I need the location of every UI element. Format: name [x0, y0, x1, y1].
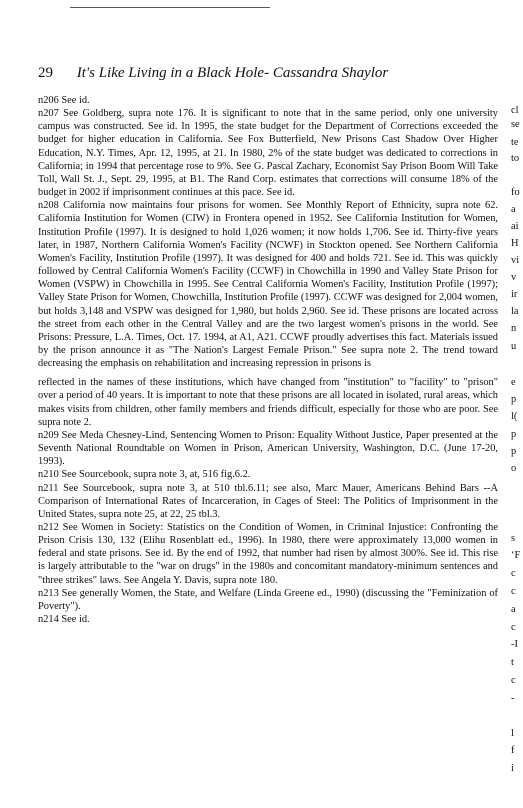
edge-fragment: to	[511, 153, 520, 164]
edge-fragment: e	[511, 377, 516, 388]
edge-fragment: i	[511, 763, 514, 774]
edge-fragment: p	[511, 429, 517, 440]
page-header	[38, 64, 508, 82]
running-title: It's Like Living in a Black Hole- Cassandra Shaylor	[76, 65, 389, 81]
edge-fragment: n	[511, 323, 517, 334]
edge-fragment: la	[511, 306, 519, 317]
edge-fragment: H	[511, 238, 519, 249]
edge-fragment: -	[511, 693, 515, 704]
footnote-n207: n207 See Goldberg, supra note 176. It is significant to note that in the same period, only one university campus was constructed. See id. In 1995, the state budget for the Department of Corrections exceeded the budget for higher education in California. See Fox Butterfield, New Prisons Cast Shadow Over Higher Education, N.Y. Times, Apr. 12, 1995, at 21. In 1980, 2% of the state budget was dedicated to corrections in California; in 1994 that percentage rose to 9%. See G. Pascal Zachary, Economist Say Prison Boom Will Take Toll, Wall St. J., Sept. 29, 1995, at B1. The Rand Corp. estimates that corrections will consume 18% of the budget in 2002 if imprisonment continues at this pace. See id.	[38, 108, 498, 199]
edge-fragment: ‘F	[511, 550, 521, 561]
edge-fragment: se	[511, 119, 520, 130]
footnote-n214: n214 See id.	[38, 614, 90, 626]
edge-fragment: cl	[511, 105, 519, 116]
edge-fragment: c	[511, 568, 516, 579]
footnotes-block	[38, 94, 498, 626]
edge-fragment: ir	[511, 289, 518, 300]
edge-fragment: l	[511, 728, 514, 739]
footnote-n208: n208 California now maintains four prisons for women. See Monthly Report of Ethnicity, supra note 62. California Institution for Women (CIW) in Frontera opened in 1952. See California Institution for Women, Institution Profile (1997). It is designed to hold 1,026 women; it now holds 1,706. See id. Thirty-five years later, in 1987, Northern California Women's Facility (NCWF) in Stockton opened. See Northern California Women's Facility, Institution Profile (1997). It was designed for 400 and holds 721. See id. This was quickly followed by Central California Women's Facility (CCWF) in Chowchilla in 1990 and Valley State Prison for Women (VSPW) in Chowchilla in 1995. See Central California Women's Facility, Institution Profile (1997); Valley State Prison for Women, Chowchilla, Institution Profile (1997). CCWF was designed for 2,004 women, but holds 3,148 and VSPW was designed for 1,980, but holds 2,960. See id. These prisons are located across the street from each other in the Central Valley and are the two largest women's prisons in the world. See Prisons: Pressure, L.A. Times, Oct. 17. 1994, at A1, A21. CCWF proudly advertises this fact. Materials issued by the prison announce it as "The Nation's Largest Female Prison." See supra note 2. The trend toward decreasing the emphasis on rehabilitation and increasing repression in prisons is	[38, 200, 498, 370]
footnote-n206: n206 See id.	[38, 95, 90, 106]
edge-fragment: s	[511, 533, 516, 544]
edge-fragment: t	[511, 657, 514, 668]
edge-fragment: v	[511, 272, 517, 283]
facing-page-edge	[508, 0, 523, 808]
edge-fragment: p	[511, 446, 517, 457]
edge-fragment: a	[511, 204, 516, 215]
edge-fragment: -I	[511, 639, 518, 650]
footnote-n213: n213 See generally Women, the State, and Welfare (Linda Greene ed., 1990) (discussing the "Feminization of Poverty").	[38, 587, 498, 612]
edge-fragment: l(	[511, 411, 518, 422]
footnote-n209: n209 See Meda Chesney-Lind, Sentencing Women to Prison: Equality Without Justice, Paper presented at the Seventh National Roundtable on Women in Prison, American University, Washington, D.C. (June 17-20, 1993).	[38, 429, 498, 468]
top-rule	[70, 7, 270, 8]
edge-fragment: c	[511, 675, 516, 686]
edge-fragment: c	[511, 622, 516, 633]
edge-fragment: o	[511, 463, 517, 474]
footnote-n211: n211 See Sourcebook, supra note 3, at 510 tbl.6.11; see also, Marc Mauer, Americans Behind Bars --A Comparison of International Rates of Incarceration, in Cages of Steel: The Politics of Imprisonment in the United States, supra note 25, at 22, 25 tbl.3.	[38, 482, 498, 520]
footnote-n212: n212 See Women in Society: Statistics on the Condition of Women, in Criminal Injustice: Confronting the Prison Crisis 130, 132 (Elihu Rosenblatt ed., 1996). In 1980, there were approximately 13,000 women in federal and state prisons. See id. By the end of 1992, that number had risen by almost 300%. See id. This rise is largely attributable to the "war on drugs" in the 1980s and concomitant mandatory-minimum sentences and "three strikes" laws. See Angela Y. Davis, supra note 180.	[38, 522, 498, 586]
edge-fragment: f	[511, 745, 515, 756]
edge-fragment: c	[511, 586, 516, 597]
edge-fragment: a	[511, 604, 516, 615]
edge-fragment: ai	[511, 221, 519, 232]
edge-fragment: te	[511, 137, 519, 148]
footnote-n210: n210 See Sourcebook, supra note 3, at, 516 fig.6.2.	[38, 469, 251, 481]
footnote-n208-continued: reflected in the names of these institutions, which have changed from "institution" to "facility" to "prison" over a period of 40 years. It is important to note that these prisons are all located in isolated, rural areas, which makes visits from children, other family members and friends difficult, especially for those who are poor. See supra note 2.	[38, 377, 498, 428]
page-number: 29	[38, 65, 53, 81]
edge-fragment: p	[511, 394, 517, 405]
edge-fragment: u	[511, 341, 517, 352]
edge-fragment: vi	[511, 255, 520, 266]
edge-fragment: fo	[511, 187, 520, 198]
